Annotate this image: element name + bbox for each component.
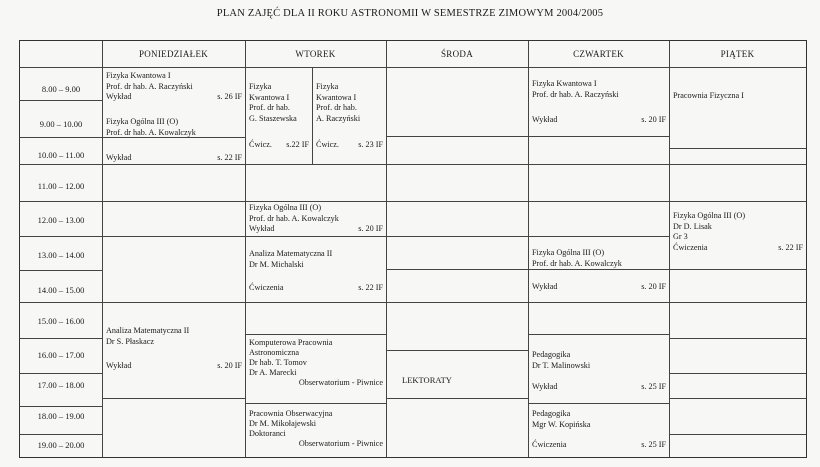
class-teacher: Prof. dr hab. A. Raczyński bbox=[532, 89, 619, 99]
class-block-thu-fizyka-ogolna-room bbox=[529, 281, 669, 294]
class-teacher: Dr M. Mikołajewski bbox=[249, 419, 317, 428]
class-type: Wykład bbox=[106, 153, 132, 162]
class-type: Ćwicz. bbox=[249, 140, 272, 149]
class-type: Wykład bbox=[532, 382, 558, 391]
class-group: Gr 3 bbox=[673, 232, 688, 241]
class-teacher: Prof. dr hab. A. Raczyński bbox=[106, 81, 193, 91]
time-slot: 19.00 – 20.00 bbox=[37, 440, 85, 450]
header-thursday: CZWARTEK bbox=[573, 49, 624, 59]
class-teacher: A. Raczyński bbox=[316, 113, 361, 123]
class-type: Wykład bbox=[106, 92, 132, 101]
class-block-tue-fk-group-b bbox=[313, 81, 386, 125]
class-room: s. 20 IF bbox=[358, 224, 383, 233]
class-block-tue-fizyka-ogolna bbox=[246, 202, 386, 236]
time-slot: 15.00 – 16.00 bbox=[37, 316, 85, 326]
class-title: Fizyka Ogólna III (O) bbox=[249, 203, 322, 212]
class-block-thu-pedagogika-wyklad bbox=[529, 349, 669, 372]
class-teacher: G. Staszewska bbox=[249, 113, 297, 123]
class-location: Obserwatorium - Piwnice bbox=[298, 439, 383, 448]
class-block-tue-pracownia-obserwacyjna bbox=[246, 408, 386, 450]
class-title: Kwantowa I bbox=[249, 92, 290, 102]
time-slot: 13.00 – 14.00 bbox=[37, 250, 85, 260]
class-block-mon-analiza-room bbox=[103, 360, 245, 373]
class-title: Fizyka Kwantowa I bbox=[532, 79, 597, 88]
class-block-mon-fizyka-ogolna-room bbox=[103, 152, 245, 165]
class-teacher: Doktoranci bbox=[249, 429, 286, 438]
class-title: Pedagogika bbox=[532, 350, 571, 359]
class-teacher: Prof. dr hab. A. Kowalczyk bbox=[249, 213, 339, 223]
class-teacher: Dr S. Płaskacz bbox=[106, 336, 154, 346]
class-type: Wykład bbox=[532, 115, 558, 124]
class-title: Pracownia Obserwacyjna bbox=[249, 409, 333, 418]
class-block-tue-fk-group-b-room bbox=[313, 139, 386, 152]
class-title: Fizyka Ogólna III (O) bbox=[673, 211, 746, 220]
class-location: Obserwatorium - Piwnice bbox=[298, 378, 383, 387]
class-title: Pedagogika bbox=[532, 409, 571, 418]
class-title: Fizyka bbox=[316, 82, 339, 91]
class-block-thu-pedagogika-cwiczenia bbox=[529, 408, 669, 431]
class-type: Ćwicz. bbox=[316, 140, 339, 149]
class-teacher: Prof. dr hab. A. Kowalczyk bbox=[106, 127, 196, 137]
page-title: PLAN ZAJĘĆ DLA II ROKU ASTRONOMII W SEMESTRZE ZIMOWYM 2004/2005 bbox=[216, 8, 604, 19]
class-block-mon-fizyka-kwantowa bbox=[103, 70, 245, 104]
class-type: Ćwiczenia bbox=[249, 283, 284, 292]
class-room: s.22 IF bbox=[286, 140, 309, 149]
class-block-tue-fk-group-a-room bbox=[246, 139, 312, 152]
time-slot: 17.00 – 18.00 bbox=[37, 380, 85, 390]
class-block-tue-fk-group-a bbox=[246, 81, 312, 125]
class-room: s. 22 IF bbox=[217, 153, 242, 162]
class-title: Pracownia Fizyczna I bbox=[673, 91, 744, 100]
class-room: s. 26 IF bbox=[217, 92, 242, 101]
class-title: Analiza Matematyczna II bbox=[106, 326, 190, 335]
class-title: Analiza Matematyczna II bbox=[249, 249, 333, 258]
class-room: s. 20 IF bbox=[217, 361, 242, 370]
class-block-thu-fizyka-ogolna bbox=[529, 247, 669, 270]
header-monday: PONIEDZIAŁEK bbox=[138, 49, 209, 59]
class-type: Wykład bbox=[532, 282, 558, 291]
class-title: Fizyka Ogólna III (O) bbox=[106, 117, 179, 126]
class-type: Ćwiczenia bbox=[532, 440, 567, 449]
class-block-thu-fizyka-kwantowa-room bbox=[529, 114, 669, 127]
class-room: s. 25 IF bbox=[641, 440, 666, 449]
class-teacher: Dr A. Marecki bbox=[249, 368, 297, 377]
class-teacher: Dr T. Malinowski bbox=[532, 360, 591, 370]
time-slot: 16.00 – 17.00 bbox=[37, 350, 85, 360]
class-teacher: Prof. dr hab. bbox=[316, 103, 357, 112]
time-slot: 9.00 – 10.00 bbox=[39, 119, 83, 129]
time-slot: 14.00 – 15.00 bbox=[37, 285, 85, 295]
class-block-thu-fizyka-kwantowa bbox=[529, 78, 669, 101]
class-title: Kwantowa I bbox=[316, 92, 357, 102]
class-teacher: Prof. dr hab. A. Kowalczyk bbox=[532, 258, 622, 268]
class-room: s. 22 IF bbox=[778, 242, 803, 252]
class-block-thu-pedagogika-wyklad-room bbox=[529, 381, 669, 394]
class-block-tue-analiza-room bbox=[246, 282, 386, 295]
header-tuesday: WTOREK bbox=[295, 49, 336, 59]
class-title: Fizyka Ogólna III (O) bbox=[532, 248, 605, 257]
class-type: Ćwiczenia bbox=[673, 242, 708, 252]
class-block-mon-fizyka-ogolna bbox=[103, 116, 245, 139]
class-block-fri-pracownia-fizyczna bbox=[670, 90, 806, 103]
class-room: s. 20 IF bbox=[641, 115, 666, 124]
class-teacher: Dr hab. T. Tomov bbox=[249, 358, 307, 367]
class-block-wed-lektoraty: LEKTORATY bbox=[402, 375, 452, 385]
class-teacher: Dr D. Lisak bbox=[673, 221, 712, 231]
time-slot: 8.00 – 9.00 bbox=[41, 84, 81, 94]
class-teacher: Dr M. Michalski bbox=[249, 259, 304, 269]
class-title: Astronomiczna bbox=[249, 348, 300, 357]
class-teacher: Prof. dr hab. bbox=[249, 103, 290, 112]
class-type: Wykład bbox=[249, 224, 275, 233]
time-slot: 10.00 – 11.00 bbox=[37, 150, 85, 160]
time-slot: 12.00 – 13.00 bbox=[37, 215, 85, 225]
class-title: Komputerowa Pracownia bbox=[249, 338, 333, 347]
time-slot: 11.00 – 12.00 bbox=[37, 181, 85, 191]
header-friday: PIĄTEK bbox=[720, 49, 755, 59]
class-block-fri-fizyka-ogolna bbox=[670, 210, 806, 254]
class-room: s. 22 IF bbox=[358, 283, 383, 292]
schedule-grid bbox=[19, 40, 807, 458]
class-room: s. 25 IF bbox=[641, 382, 666, 391]
class-title: Fizyka Kwantowa I bbox=[106, 71, 171, 80]
class-type: Wykład bbox=[106, 361, 132, 370]
class-block-mon-analiza bbox=[103, 325, 245, 348]
header-wednesday: ŚRODA bbox=[440, 49, 473, 59]
class-title: Fizyka bbox=[249, 82, 272, 91]
class-block-thu-pedagogika-cwiczenia-room bbox=[529, 439, 669, 452]
class-room: s. 20 IF bbox=[641, 282, 666, 291]
class-block-tue-komputerowa-pracownia bbox=[246, 337, 386, 389]
class-room: s. 23 IF bbox=[358, 140, 383, 149]
class-teacher: Mgr W. Kopińska bbox=[532, 419, 591, 429]
time-slot: 18.00 – 19.00 bbox=[37, 411, 85, 421]
class-block-tue-analiza bbox=[246, 248, 386, 271]
